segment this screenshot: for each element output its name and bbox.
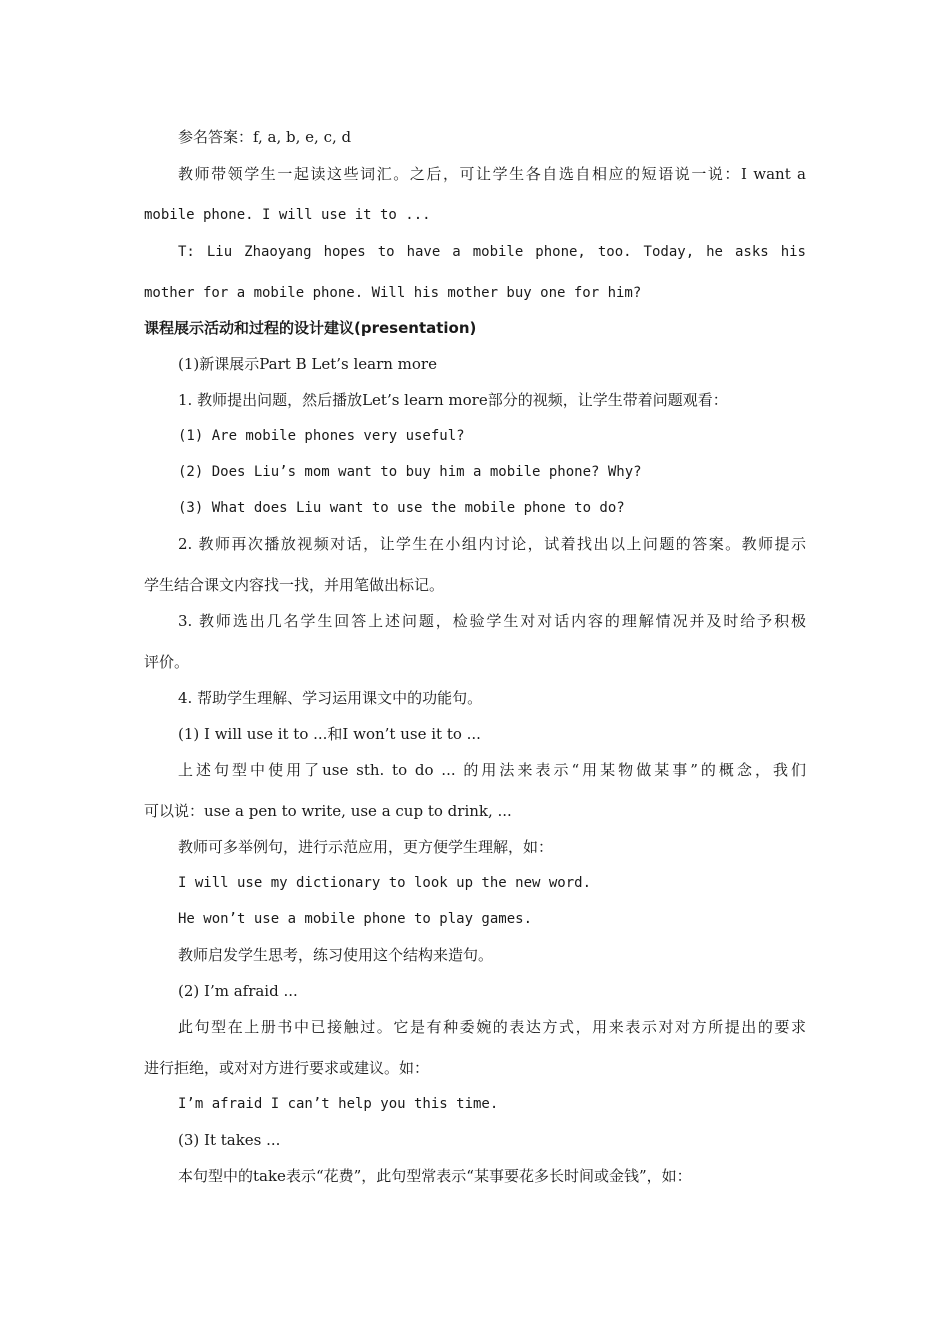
paragraph-line: 学生结合课文内容找一找，并用笔做出标记。	[144, 576, 445, 594]
example-sentence: I’m afraid I can’t help you this time.	[178, 1096, 499, 1112]
example-sentence: He won’t use a mobile phone to play games.	[178, 911, 533, 927]
paragraph-line: 教师启发学生思考，练习使用这个结构来造句。	[178, 946, 494, 964]
paragraph-line: mobile phone. I will use it to ...	[144, 207, 431, 223]
paragraph-line: (2) I’m afraid ...	[178, 982, 298, 1000]
paragraph-line: 可以说：use a pen to write, use a cup to drink, ...	[144, 802, 512, 820]
paragraph-line: 教师带领学生一起读这些词汇。之后，可让学生各自选自相应的短语说一说：I want a	[178, 165, 806, 183]
paragraph-line: (1)新课展示Part B Let’s learn more	[178, 355, 437, 373]
paragraph-line: 3. 教师选出几名学生回答上述问题，检验学生对对话内容的理解情况并及时给予积极	[178, 612, 806, 630]
paragraph-line: 此句型在上册书中已接触过。它是有种委婉的表达方式，用来表示对对方所提出的要求	[178, 1018, 806, 1036]
example-sentence: I will use my dictionary to look up the new word.	[178, 875, 592, 891]
paragraph-line: mother for a mobile phone. Will his mother buy one for him?	[144, 285, 642, 301]
answer-key: 参名答案：f, a, b, e, c, d	[178, 128, 352, 146]
question-line: (2) Does Liu’s mom want to buy him a mobile phone? Why?	[178, 464, 642, 480]
paragraph-line: 4. 帮助学生理解、学习运用课文中的功能句。	[178, 689, 483, 707]
section-heading: 课程展示活动和过程的设计建议(presentation)	[144, 319, 477, 337]
paragraph-line: (1) I will use it to ...和I won’t use it to ...	[178, 725, 481, 743]
question-line: (3) What does Liu want to use the mobile phone to do?	[178, 500, 625, 516]
paragraph-line: 进行拒绝，或对对方进行要求或建议。如：	[144, 1059, 430, 1077]
paragraph-line: (3) It takes ...	[178, 1131, 281, 1149]
paragraph-line: 2. 教师再次播放视频对话，让学生在小组内讨论，试着找出以上问题的答案。教师提示	[178, 535, 806, 553]
paragraph-line: T: Liu Zhaoyang hopes to have a mobile phone, too. Today, he asks his	[178, 244, 806, 260]
paragraph-line: 1. 教师提出问题，然后播放Let’s learn more部分的视频，让学生带着问题观看：	[178, 391, 728, 409]
paragraph-line: 上述句型中使用了use sth. to do ... 的用法来表示“用某物做某事”的概念，我们	[178, 761, 806, 779]
paragraph-line: 本句型中的take表示“花费”，此句型常表示“某事要花多长时间或金钱”，如：	[178, 1167, 692, 1185]
question-line: (1) Are mobile phones very useful?	[178, 428, 465, 444]
paragraph-line: 教师可多举例句，进行示范应用，更方便学生理解，如：	[178, 838, 554, 856]
paragraph-line: 评价。	[144, 653, 190, 671]
